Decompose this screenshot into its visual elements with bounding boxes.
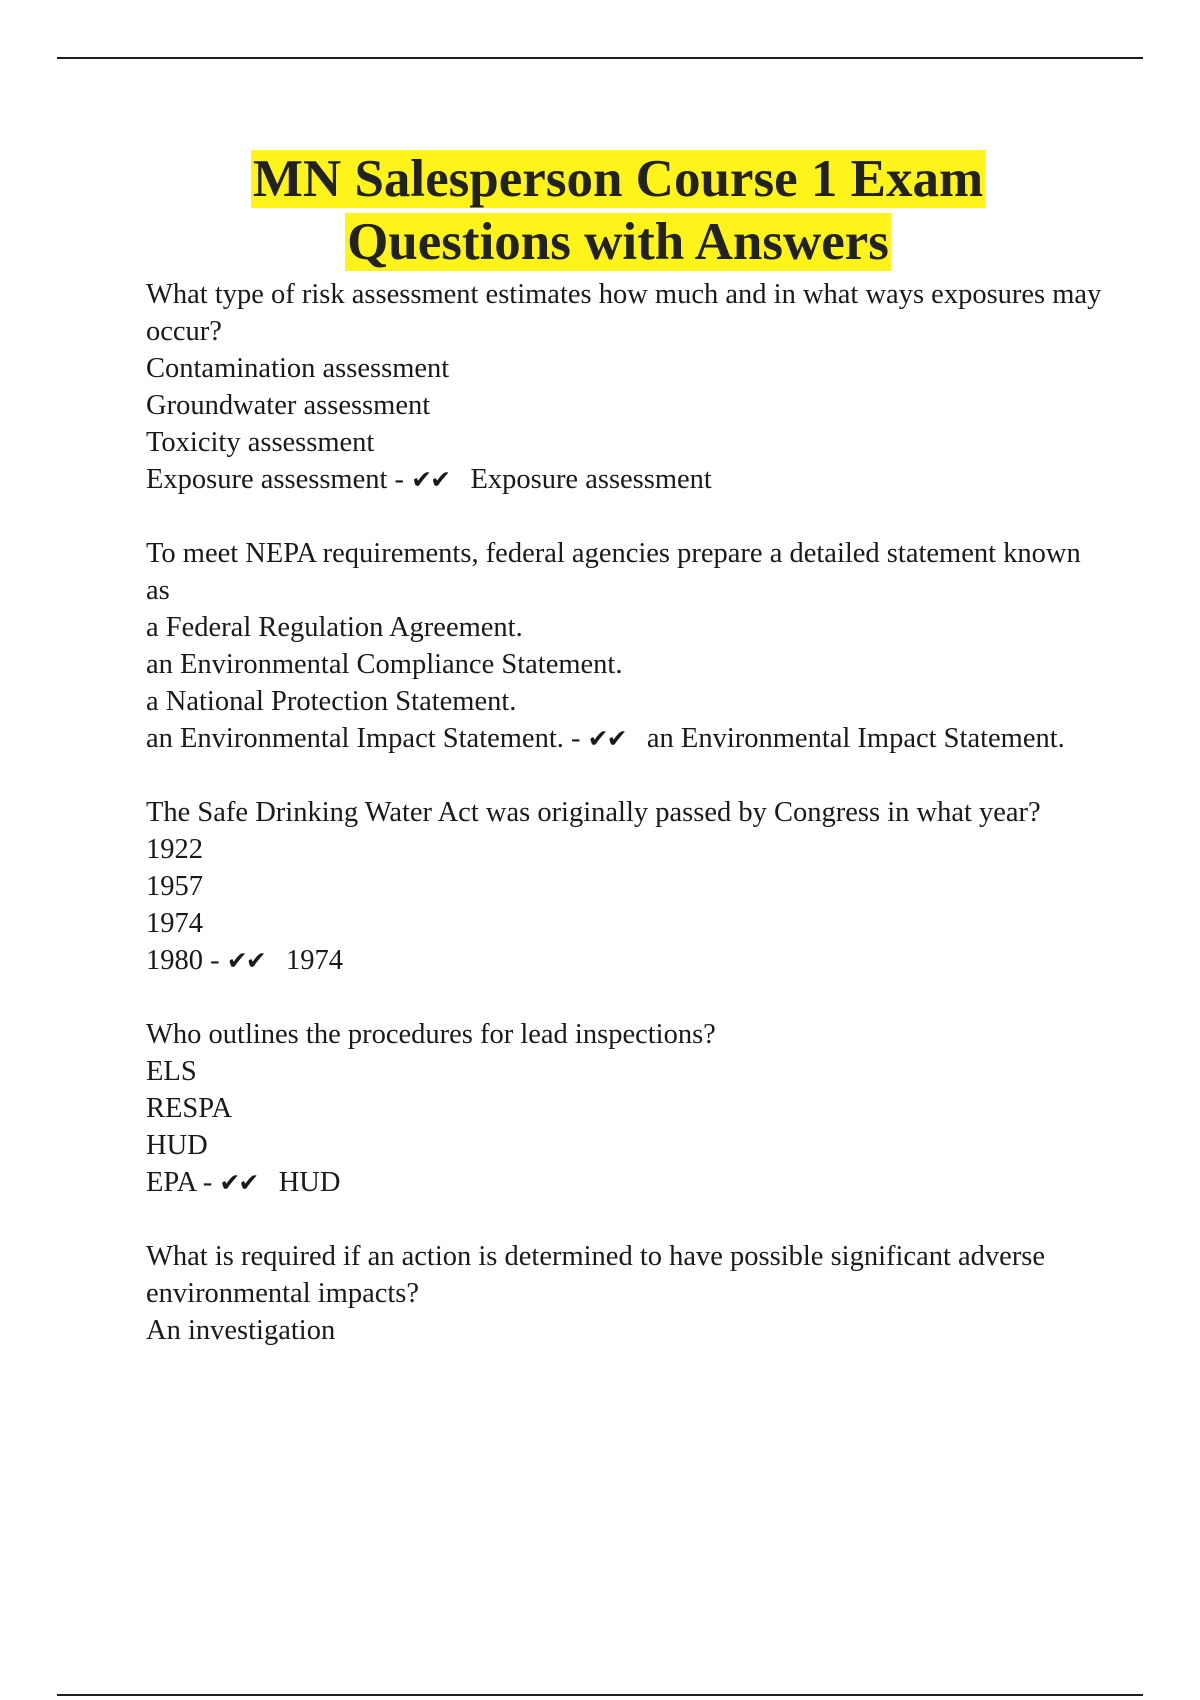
option-text: 1980 - (146, 945, 220, 976)
question-text: The Safe Drinking Water Act was originally passed by Congress in what year? (146, 797, 1041, 828)
option-text: a National Protection Statement. (146, 686, 517, 717)
option-text: An investigation (146, 1315, 336, 1346)
option-text: RESPA (146, 1093, 233, 1124)
answer-line (146, 720, 1106, 757)
option-text: ELS (146, 1056, 197, 1087)
qa-block (146, 1238, 1106, 1349)
answer-text: Exposure assessment (470, 464, 712, 495)
question-text: What type of risk assessment estimates how much and in what ways exposures may occur? (146, 279, 1109, 347)
document-title (120, 148, 1116, 274)
option-text: Exposure assessment - (146, 464, 405, 495)
question-text: What is required if an action is determined to have possible significant adverse environmental impacts? (146, 1241, 1053, 1309)
check-icon: ✔✔ (219, 1168, 258, 1197)
option-text: an Environmental Impact Statement. - (146, 723, 581, 754)
option-text: 1922 (146, 834, 203, 865)
title-line-2: Questions with Answers (347, 213, 889, 271)
title-line-1: MN Salesperson Course 1 Exam (252, 150, 984, 208)
option-text: Toxicity assessment (146, 427, 375, 458)
question-text: To meet NEPA requirements, federal agencies prepare a detailed statement known as (146, 538, 1088, 606)
option-text: a Federal Regulation Agreement. (146, 612, 523, 643)
answer-text: an Environmental Impact Statement. (646, 723, 1065, 754)
top-rule (57, 57, 1143, 59)
qa-block (146, 794, 1106, 979)
check-icon: ✔✔ (226, 946, 265, 975)
answer-line (146, 461, 1106, 498)
option-text: an Environmental Compliance Statement. (146, 649, 623, 680)
question-text: Who outlines the procedures for lead inspections? (146, 1019, 716, 1050)
check-icon: ✔✔ (587, 724, 626, 753)
answer-text: 1974 (286, 945, 344, 976)
option-text: Contamination assessment (146, 353, 450, 384)
bottom-rule (57, 1694, 1143, 1696)
qa-block (146, 276, 1109, 498)
option-text: EPA - (146, 1167, 213, 1198)
answer-text: HUD (278, 1167, 341, 1198)
option-text: 1957 (146, 871, 203, 902)
qa-content (146, 276, 1109, 1386)
answer-line (146, 942, 1106, 979)
qa-block (146, 535, 1106, 757)
answer-line (146, 1164, 1106, 1201)
option-text: Groundwater assessment (146, 390, 431, 421)
option-text: 1974 (146, 908, 203, 939)
qa-block (146, 1016, 1106, 1201)
check-icon: ✔✔ (411, 465, 450, 494)
option-text: HUD (146, 1130, 208, 1161)
